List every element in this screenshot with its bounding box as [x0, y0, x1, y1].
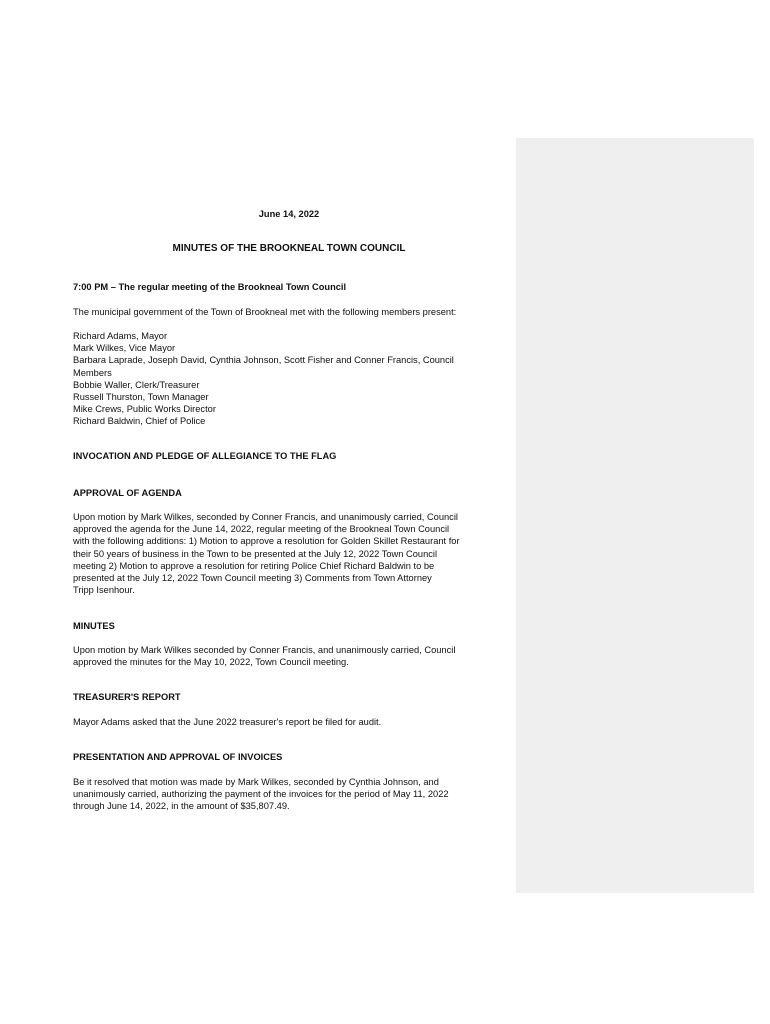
- intro-paragraph: The municipal government of the Town of Brookneal met with the following members present:: [73, 307, 457, 317]
- paragraph-line: with the following additions: 1) Motion to approve a resolution for Golden Skillet Restaurant for: [73, 536, 460, 547]
- member-line: Richard Baldwin, Chief of Police: [73, 416, 206, 427]
- comment-pane: [516, 138, 754, 893]
- paragraph-line: approved the minutes for the May 10, 2022, Town Council meeting.: [73, 657, 349, 668]
- paragraph-line: presented at the July 12, 2022 Town Council meeting 3) Comments from Town Attorney: [73, 573, 432, 584]
- paragraph-line: their 50 years of business in the Town to be presented at the July 12, 2022 Town Council: [73, 548, 438, 559]
- paragraph-line: Upon motion by Mark Wilkes, seconded by Conner Francis, and unanimously carried, Council: [73, 512, 458, 522]
- paragraph-line: meeting 2) Motion to approve a resolution for retiring Police Chief Richard Baldwin to be: [73, 560, 435, 571]
- paragraph-line: approved the agenda for the June 14, 2022, regular meeting of the Brookneal Town Council: [73, 524, 450, 535]
- meeting-time-line: 7:00 PM – The regular meeting of the Brookneal Town Council: [73, 282, 347, 292]
- member-line: Richard Adams, Mayor: [73, 331, 168, 341]
- invoices-paragraph: [73, 776, 505, 813]
- paragraph-line: Upon motion by Mark Wilkes seconded by Conner Francis, and unanimously carried, Council: [73, 645, 456, 655]
- member-line: Barbara Laprade, Joseph David, Cynthia Johnson, Scott Fisher and Conner Francis, Council: [73, 355, 454, 366]
- members-list: [73, 330, 505, 428]
- member-line: Members: [73, 367, 112, 378]
- section-heading-treasurers-report: TREASURER'S REPORT: [73, 692, 181, 702]
- agenda-paragraph: [73, 511, 505, 596]
- paragraph-line: unanimously carried, authorizing the payment of the invoices for the period of May 11, 2022: [73, 789, 449, 800]
- minutes-paragraph: [73, 644, 505, 668]
- document-title: MINUTES OF THE BROOKNEAL TOWN COUNCIL: [172, 243, 406, 254]
- meeting-date: June 14, 2022: [258, 209, 320, 219]
- paragraph-line: Mayor Adams asked that the June 2022 treasurer's report be filed for audit.: [73, 717, 382, 727]
- member-line: Mike Crews, Public Works Director: [73, 404, 216, 415]
- section-heading-minutes: MINUTES: [73, 621, 115, 631]
- member-line: Mark Wilkes, Vice Mayor: [73, 343, 176, 354]
- treasurers-report-paragraph: [73, 716, 505, 728]
- paragraph-line: Tripp Isenhour.: [73, 585, 135, 596]
- paragraph-line: through June 14, 2022, in the amount of $35,807.49.: [73, 801, 290, 812]
- section-heading-invocation: INVOCATION AND PLEDGE OF ALLEGIANCE TO THE FLAG: [73, 451, 337, 461]
- member-line: Russell Thurston, Town Manager: [73, 392, 209, 403]
- section-heading-invoices: PRESENTATION AND APPROVAL OF INVOICES: [73, 752, 283, 762]
- paragraph-line: Be it resolved that motion was made by Mark Wilkes, seconded by Cynthia Johnson, and: [73, 777, 439, 787]
- section-heading-agenda: APPROVAL OF AGENDA: [73, 488, 182, 498]
- member-line: Bobbie Waller, Clerk/Treasurer: [73, 379, 200, 390]
